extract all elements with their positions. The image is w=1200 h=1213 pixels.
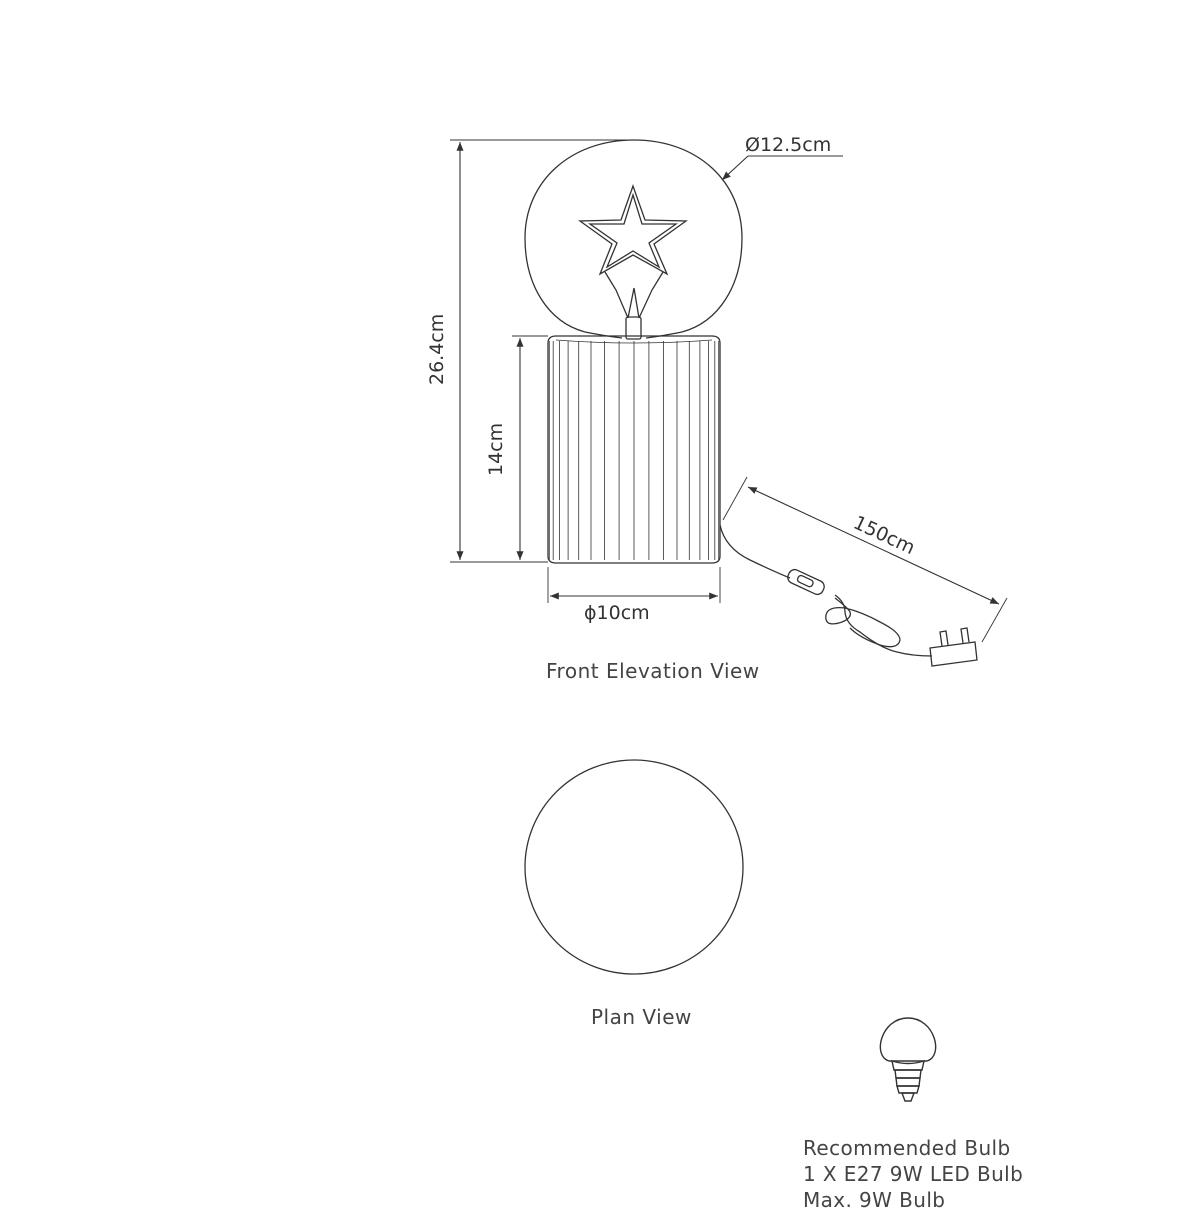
cable-length-text: 150cm <box>849 511 919 560</box>
filament-wires <box>605 272 663 318</box>
recommended-bulb-max: Max. 9W Bulb <box>803 1188 946 1212</box>
uk-plug <box>930 628 977 666</box>
globe-bulb <box>525 140 742 332</box>
cable-length-dim <box>748 487 999 604</box>
dimension-lines <box>450 140 1007 642</box>
cable-switch <box>786 568 826 597</box>
lamp-front-elevation <box>525 140 977 666</box>
led-bulb-icon <box>880 1018 935 1101</box>
front-elevation-label: Front Elevation View <box>546 659 760 683</box>
base-diameter-text: ϕ10cm <box>584 602 650 624</box>
plan-view-label: Plan View <box>591 1005 692 1029</box>
total-height-text: 26.4cm <box>426 313 448 385</box>
recommended-bulb-title: Recommended Bulb <box>803 1136 1011 1160</box>
plan-view-globe <box>525 760 743 974</box>
recommended-bulb-spec: 1 X E27 9W LED Bulb <box>803 1162 1024 1186</box>
star-filament <box>580 186 686 274</box>
base-height-text: 14cm <box>485 422 507 476</box>
bulb-neck <box>585 332 682 338</box>
globe-diameter-text: Ø12.5cm <box>745 134 832 156</box>
fluted-base <box>548 336 720 563</box>
